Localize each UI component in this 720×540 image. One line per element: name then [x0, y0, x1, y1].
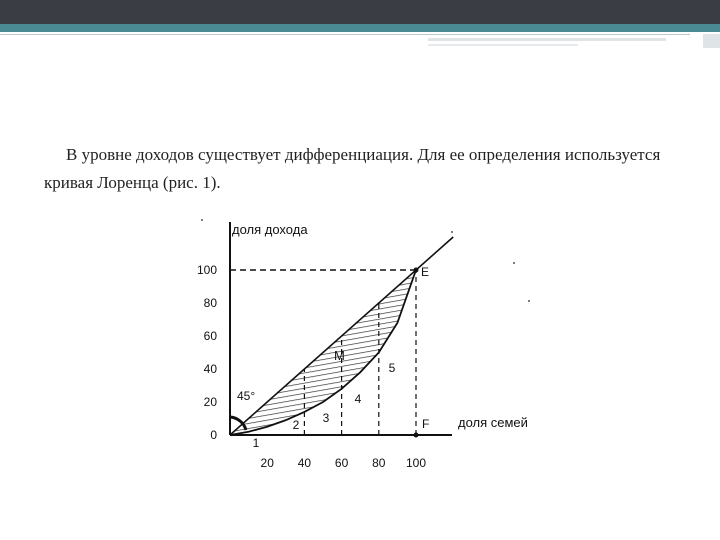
- slide-corner-block: [703, 34, 720, 48]
- y-tick-label: 80: [203, 296, 217, 310]
- y-tick-label: 40: [203, 362, 217, 376]
- zone-label-5: 5: [388, 361, 396, 375]
- scan-speck: [201, 219, 203, 221]
- y-tick-label: 0: [210, 428, 217, 442]
- y-tick-label: 100: [196, 263, 217, 277]
- y-axis-label: доля дохода: [232, 222, 308, 237]
- y-tick-label: 20: [203, 395, 217, 409]
- plot-area: [201, 219, 530, 438]
- zone-label-4: 4: [354, 392, 362, 406]
- x-tick-label: 20: [260, 456, 274, 470]
- x-tick-label: 60: [334, 456, 349, 470]
- point-e-marker: [414, 268, 419, 273]
- x-tick-label: 100: [405, 456, 427, 470]
- point-f-marker: [414, 433, 419, 438]
- x-tick-label: 40: [297, 456, 312, 470]
- scan-speck: [451, 231, 453, 233]
- slide-accent-strip: [0, 24, 720, 32]
- slide-accent-bar-secondary: [428, 44, 578, 46]
- y-tick-label: 60: [203, 329, 217, 343]
- zone-label-2: 2: [292, 418, 300, 432]
- point-f-label: F: [422, 417, 430, 431]
- slide-accent-bar: [428, 38, 666, 41]
- slide-paragraph: В уровне доходов существует дифференциация. Для ее определения используется кривая Лоренца (рис. 1).: [44, 145, 661, 192]
- x-tick-label: 80: [372, 456, 386, 470]
- slide-divider-line: [0, 34, 690, 35]
- x-axis-label: доля семей: [458, 415, 528, 430]
- scan-speck: [528, 300, 530, 302]
- slide-top-bar: [0, 0, 720, 24]
- scan-speck: [513, 262, 515, 264]
- zone-label-3: 3: [322, 411, 330, 425]
- lorenz-curve-chart: [190, 210, 560, 480]
- region-m-label: M: [334, 348, 345, 363]
- zone-label-1: 1: [252, 436, 260, 450]
- angle-label: 45°: [237, 389, 256, 403]
- point-e-label: E: [421, 265, 430, 279]
